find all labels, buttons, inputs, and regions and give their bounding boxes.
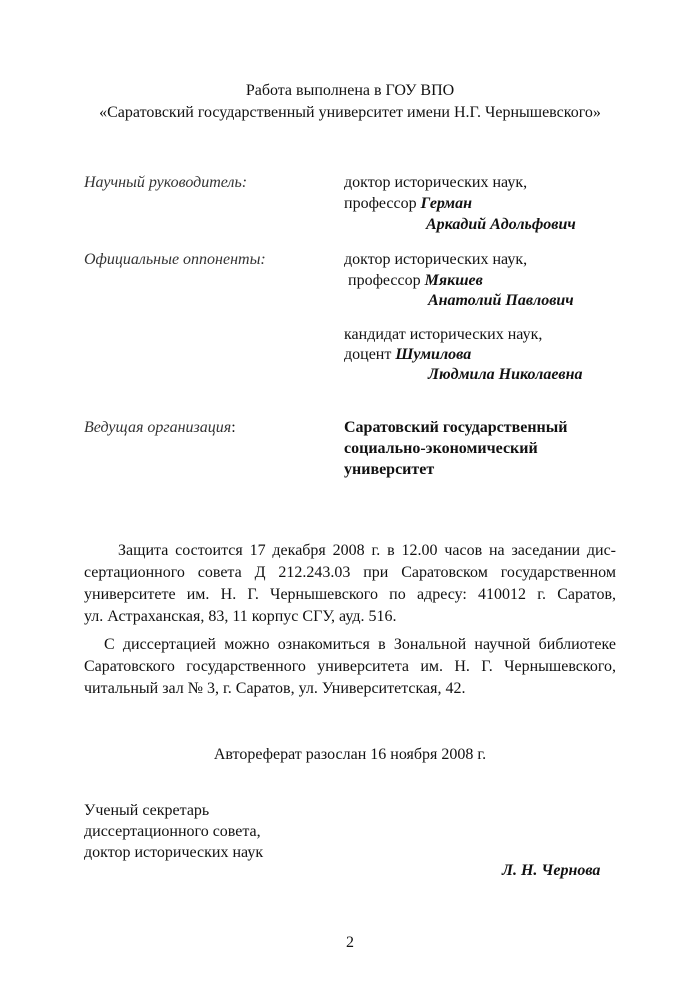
opponent-1-surname: Мякшев <box>424 272 483 289</box>
page-number: 2 <box>346 934 354 951</box>
supervisor-label: Научный руководитель: <box>84 174 248 191</box>
lead-org-label-line <box>84 419 236 437</box>
opponent-2-title: доцент <box>344 346 392 363</box>
opponent-2-degree: кандидат исторических наук, <box>344 326 543 343</box>
defense-paragraph <box>84 540 616 628</box>
supervisor-surname: Герман <box>420 195 472 212</box>
opponent-1-title-line <box>348 272 483 290</box>
opponent-1-degree: доктор исторических наук, <box>344 251 528 268</box>
opponents-label: Официальные оппоненты: <box>84 251 266 268</box>
supervisor-title: профессор <box>344 195 417 212</box>
opponent-2-title-line <box>344 346 471 364</box>
lead-org-line-3: университет <box>344 461 435 478</box>
opponent-1-title: профессор <box>348 272 421 289</box>
defense-line-4: ул. Астраханская, 83, 11 корпус СГУ, ауд. 516. <box>84 608 397 625</box>
defense-line-3: университете им. Н. Г. Чернышевского по адресу: 410012 г. Саратов, <box>84 586 616 603</box>
library-line-3: читальный зал № 3, г. Саратов, ул. Университетская, 42. <box>84 680 466 697</box>
lead-org-line-1: Саратовский государственный <box>344 419 568 436</box>
defense-line-1: Защита состоится 17 декабря 2008 г. в 12.00 часов на заседании дис- <box>118 542 616 559</box>
opponent-2-name: Людмила Николаевна <box>428 366 583 383</box>
supervisor-name: Аркадий Адольфович <box>426 216 576 233</box>
lead-org-colon: : <box>231 419 236 436</box>
secretary-line-1: Ученый секретарь <box>84 802 210 819</box>
secretary-line-3: доктор исторических наук <box>84 844 264 861</box>
lead-org-label: Ведущая организация <box>84 419 232 436</box>
opponent-1-name: Анатолий Павлович <box>428 292 574 309</box>
supervisor-degree: доктор исторических наук, <box>344 174 528 191</box>
defense-line-2: сертационного совета Д 212.243.03 при Саратовском государственном <box>84 564 616 581</box>
supervisor-title-line <box>344 195 472 213</box>
opponent-2-surname: Шумилова <box>395 346 472 363</box>
header-line-1: Работа выполнена в ГОУ ВПО <box>245 82 455 99</box>
secretary-name: Л. Н. Чернова <box>502 862 601 879</box>
library-line-1: С диссертацией можно ознакомиться в Зональной научной библиотеке <box>104 636 616 653</box>
library-paragraph <box>84 634 616 700</box>
secretary-line-2: диссертационного совета, <box>84 823 261 840</box>
sent-date: Автореферат разослан 16 ноября 2008 г. <box>213 746 487 763</box>
library-line-2: Саратовского государственного университета им. Н. Г. Чернышевского, <box>84 658 616 675</box>
header-line-2: «Саратовский государственный университет имени Н.Г. Чернышевского» <box>99 104 601 121</box>
lead-org-line-2: социально-экономический <box>344 440 538 457</box>
